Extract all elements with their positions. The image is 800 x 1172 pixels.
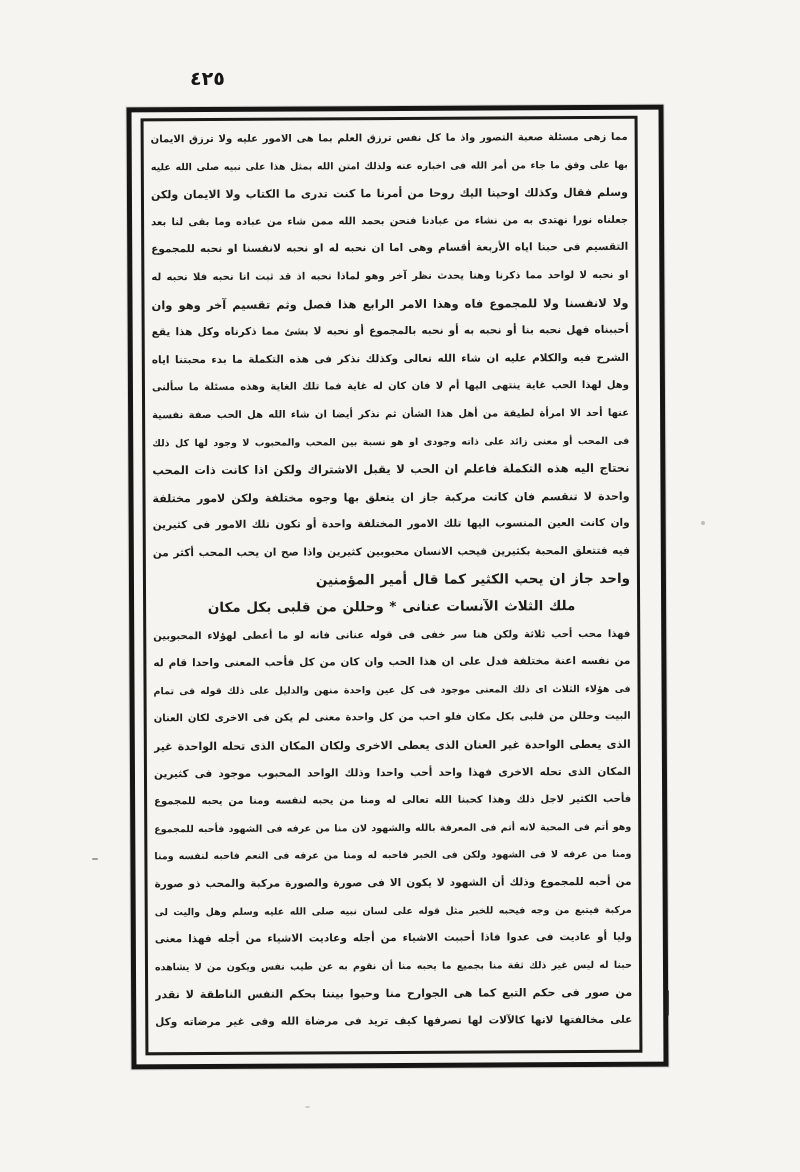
verse-line: ملك الثلاث الآنسات عنانى * وحللن من قلبى بكل مكان [207, 598, 576, 617]
text-line: جعلناه نورا نهتدى به من نشاء من عبادنا فنحن بحمد الله ممن شاء من عباده وما بقى لنا بعد [151, 214, 629, 229]
text-line: على مخالفتها لانها كالآلات لها تصرفها كيف تريد فى مرضاة الله وفى غير مرضاته وكل [155, 1013, 633, 1029]
scan-speck [701, 521, 705, 525]
body-text [151, 124, 633, 1048]
text-line: الذى يعطى الواحدة غير العنان الذى يعطى الاخرى ولكان المكان الذى تحله الواحدة غير [153, 737, 631, 754]
text-line: من صور فى حكم التبع كما هى الجوارح منا وحبوا بيننا بحكم النفس الناطقة لا نقدر [155, 986, 633, 1002]
text-line: وان كانت العين المنسوب اليها تلك الامور المختلفة واحدة أو تكون تلك الامور فى كثيرين [152, 517, 630, 532]
scan-speck [666, 990, 669, 1016]
text-line: ولا لانفسنا ولا للمجموع فاه وهذا الامر الرابع هذا فصل وثم تقسيم آخر وهو وان [151, 295, 629, 312]
text-line: بها على وفق ما جاء من أمر الله فى اخباره عنه ولذلك امتن الله بمثل هذا على نبيه صلى الله عليه [150, 159, 628, 173]
text-line: وهو أتم فى المحبة لانه أتم فى المعرفة بالله والشهود لان منا من عرفه فى الشهود فأحبه للمجموع [154, 821, 632, 836]
text-line: من نفسه اعنة مختلفة فدل على ان هذا الحب وان كان من كل فأحب المعنى واحدا قام له [153, 655, 631, 670]
text-line: وسلم فقال وكذلك اوحينا اليك روحا من أمرنا ما كنت تدرى ما الكتاب ولا الايمان ولكن [150, 185, 628, 202]
text-line: واحد جاز ان يحب الكثير كما قال أمير المؤمنين [315, 570, 630, 588]
page-frame-outer [126, 105, 668, 1070]
text-line: البيت وحللن من قلبى بكل مكان فلو احب من كل واحدة معنى لم يكن فى الاخرى لكان العنان [153, 711, 631, 725]
text-line: عنها أحد الا امرأة لطيفة من أهل هذا الشأن ثم نذكر أيضا ان شاء الله هل الحب صفة نفسية [152, 407, 630, 422]
text-line: فهذا محب أحب ثلاثة ولكن هنا سر خفى فى قوله عنانى فانه لو ما أعطى لهؤلاء المحبوبين [153, 628, 631, 642]
text-line: حبنا له ليس غير ذلك ثقة منا بجميع ما يحبه منا أن نقوم به عن طيب نفس ويكون من لا يشاهده [154, 959, 633, 974]
text-line: فى هؤلاء الثلاث اى ذلك المعنى موجود فى كل عين واحدة منهن والدليل على ذلك قوله فى تمام [153, 683, 631, 698]
text-line: فى المحب أو معنى زائد على ذاته وجودى او هو نسبة بين المحب والمحبوب لا وجود لها كل ذلك [152, 435, 630, 449]
text-line: مركبة فيتبع من وجه فيحبه للخبر مثل قوله على لسان نبيه صلى الله عليه وسلم وهل واليت لى [154, 904, 632, 918]
text-line: المكان الذى تحله الاخرى فهذا واحد أحب واحدا وذلك الواحد المحبوب موجود فى كثيرين [153, 765, 632, 780]
text-line: واحدة لا تنقسم فان كانت مركبة جاز ان يتعلق بها وجوه مختلفة ولكن لامور مختلفة [152, 489, 630, 506]
text-line: وليا أو عاديت فى عدوا فاذا أحببت الاشياء من أجله وعاديت الاشياء من أجله فهذا معنى [154, 930, 632, 946]
text-line: الشرح فيه والكلام عليه ان شاء الله تعالى وكذلك نذكر فى هذه التكملة ما بدء محبتنا اياه [151, 351, 629, 367]
text-line: فيه فتتعلق المحبة بكثيرين فيحب الانسان محبوبين كثيرين واذا صح ان يحب المحب أكثر من [152, 544, 630, 560]
text-line: ومنا من عرفه لا فى الشهود ولكن فى الخبر فاحبه له ومنا من عرفه فى النعم فاحبه لنفسه ومنا [154, 849, 632, 863]
text-line: من أحبه للمجموع وذلك أن الشهود لا يكون الا فى صورة والصورة مركبة والمحب ذو صورة [154, 875, 632, 891]
text-line: او نحبه لا لواحد مما ذكرنا وهنا يحدث نظر آخر وهو لماذا نحبه اذ قد ثبت انا نحبه فلا نحبه له [151, 269, 629, 284]
scan-speck [92, 858, 98, 860]
text-line: مما زهى مسئلة صعبة التصور واذ ما كل نفس ترزق العلم بما هى الامور عليه ولا ترزق الايمان [150, 131, 628, 146]
page-frame-inner [141, 116, 643, 1056]
text-line: التقسيم فى حبنا اياه الأربعة أقسام وهى اما ان نحبه له او نحبه لانفسنا او نحبه للمجموع [151, 241, 629, 256]
text-line: نحتاج اليه هذه التكملة فاعلم ان الحب لا يقبل الاشتراك ولكن اذا كانت ذات المحب [152, 460, 630, 478]
text-line: أحببناه فهل نحبه بنا أو نحبه به أو نحبه بالمجموع أو نحبه لا بشئ مما ذكرناه وكل هذا يقع [151, 323, 629, 339]
scan-speck [305, 1106, 310, 1108]
page-number: ٤٢٥ [190, 68, 225, 90]
text-line: وهل لهذا الحب غاية ينتهى اليها أم لا فان كان له غاية فما تلك الغاية وهذه مسئلة ما سألنى [151, 380, 629, 394]
text-line: فأحب الكثير لاجل ذلك وهذا كحبنا الله تعالى له ومنا من يحبه لنفسه ومنا من يحبه للمجموع [154, 794, 632, 808]
